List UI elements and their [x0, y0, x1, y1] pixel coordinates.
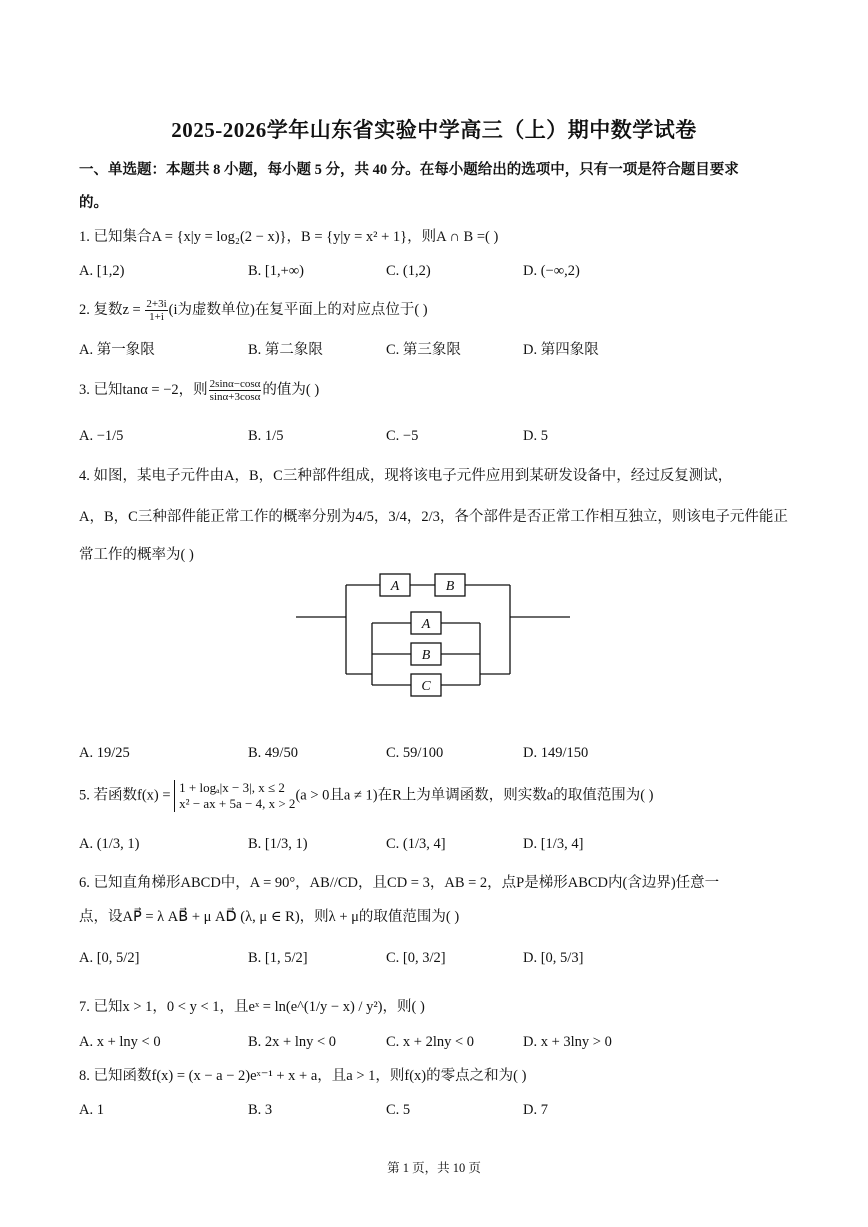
- question-4-stem-line1: 4. 如图，某电子元件由A，B，C三种部件组成，现将该电子元件应用到某研发设备中，经过反复测试，: [79, 468, 733, 484]
- question-4-stem-line3: 常工作的概率为( ): [79, 547, 194, 563]
- q6-option-d: D. [0, 5/3]: [523, 950, 584, 966]
- q3-fraction: $\frac{2\sin\alpha-\cos\alpha}{\sin\alpha+3\cos\alpha}$: [209, 378, 261, 403]
- circuit-diagram: [290, 562, 580, 702]
- q1-option-d: D. (−∞,2): [523, 263, 580, 279]
- section-heading: 一、单选题：本题共 8 小题，每小题 5 分，共 40 分。在每小题给出的选项中，只有一项是符合题目要求: [79, 162, 739, 178]
- q5-option-d: D. [1/3, 4]: [523, 836, 584, 852]
- q3-stem-pre: 3. 已知tanα = −2，则: [79, 381, 208, 398]
- question-3-stem: [79, 378, 319, 403]
- page-footer: 第 1 页，共 10 页: [387, 1161, 481, 1175]
- q3-stem-post: 的值为( ): [262, 381, 320, 398]
- q2-option-d: D. 第四象限: [523, 342, 599, 358]
- q7-option-b: B. 2x + lny < 0: [248, 1034, 337, 1050]
- q3-option-c: C. −5: [386, 428, 419, 444]
- q2-stem-post: (i为虚数单位)在复平面上的对应点位于( ): [168, 301, 428, 318]
- q2-option-a: A. 第一象限: [79, 342, 155, 358]
- q7-option-d: D. x + 3lny > 0: [523, 1034, 612, 1050]
- q7-option-a: A. x + lny < 0: [79, 1034, 161, 1050]
- q5-stem-pre: 5. 若函数f(x) =: [79, 787, 175, 804]
- question-8-stem: 8. 已知函数f(x) = (x − a − 2)eˣ⁻¹ + x + a，且a > 1，则f(x)的零点之和为( ): [79, 1068, 527, 1084]
- q7-option-c: C. x + 2lny < 0: [386, 1034, 475, 1050]
- q5-stem-post: (a > 0且a ≠ 1)在R上为单调函数，则实数a的取值范围为( ): [295, 787, 654, 804]
- section-heading-cont: 的。: [79, 195, 108, 211]
- q8-option-d: D. 7: [523, 1102, 548, 1118]
- q1-option-a: A. [1,2): [79, 263, 125, 279]
- q6-option-c: C. [0, 3/2]: [386, 950, 446, 966]
- q2-option-b: B. 第二象限: [248, 342, 323, 358]
- question-2-stem: [79, 298, 428, 323]
- q4-option-a: A. 19/25: [79, 745, 130, 761]
- label-a-bottom: A: [421, 617, 431, 632]
- question-4-stem-line2: A，B，C三种部件能正常工作的概率分别为4/5，3/4，2/3，各个部件是否正常工作相互独立，则该电子元件能正: [79, 509, 788, 525]
- label-b-top: B: [445, 579, 455, 594]
- q8-option-a: A. 1: [79, 1102, 104, 1118]
- page-title: 2025-2026学年山东省实验中学高三（上）期中数学试卷: [171, 118, 697, 142]
- q1-option-b: B. [1,+∞): [248, 263, 304, 279]
- label-c-bottom: C: [421, 679, 431, 694]
- question-5-stem: [79, 780, 654, 812]
- q6-option-a: A. [0, 5/2]: [79, 950, 140, 966]
- question-7-stem: 7. 已知x > 1，0 < y < 1，且eˣ = ln(e^(1/y − x) / y²)，则( ): [79, 999, 425, 1015]
- q3-option-a: A. −1/5: [79, 428, 124, 444]
- question-6-stem-line2: 点，设AP⃗ = λ AB⃗ + μ AD⃗ (λ, μ ∈ R)，则λ + μ的取值范围为( ): [79, 909, 460, 925]
- question-6-stem-line1: 6. 已知直角梯形ABCD中，A = 90°，AB//CD，且CD = 3，AB = 2，点P是梯形ABCD内(含边界)任意一: [79, 875, 720, 891]
- q4-option-b: B. 49/50: [248, 745, 298, 761]
- q5-option-c: C. (1/3, 4]: [386, 836, 446, 852]
- q5-option-b: B. [1/3, 1): [248, 836, 308, 852]
- q5-option-a: A. (1/3, 1): [79, 836, 140, 852]
- q6-option-b: B. [1, 5/2]: [248, 950, 308, 966]
- q8-option-c: C. 5: [386, 1102, 411, 1118]
- q5-piecewise: 1 + logₐ|x − 3|, x ≤ 2 x² − ax + 5a − 4, x > 2: [174, 780, 295, 812]
- q3-option-d: D. 5: [523, 428, 548, 444]
- q2-option-c: C. 第三象限: [386, 342, 461, 358]
- q1-option-c: C. (1,2): [386, 263, 431, 279]
- label-b-bottom: B: [421, 648, 431, 663]
- q4-option-c: C. 59/100: [386, 745, 444, 761]
- question-1-stem: 1. 已知集合A = {x|y = log₂(2 − x)}，B = {y|y = x² + 1}，则A ∩ B =( ): [79, 229, 499, 245]
- q2-fraction: $\frac{2+3i}{1+i}$: [146, 298, 167, 323]
- q3-option-b: B. 1/5: [248, 428, 284, 444]
- q2-stem-pre: 2. 复数z =: [79, 301, 145, 318]
- label-a-top: A: [390, 579, 400, 594]
- q8-option-b: B. 3: [248, 1102, 273, 1118]
- q4-option-d: D. 149/150: [523, 745, 589, 761]
